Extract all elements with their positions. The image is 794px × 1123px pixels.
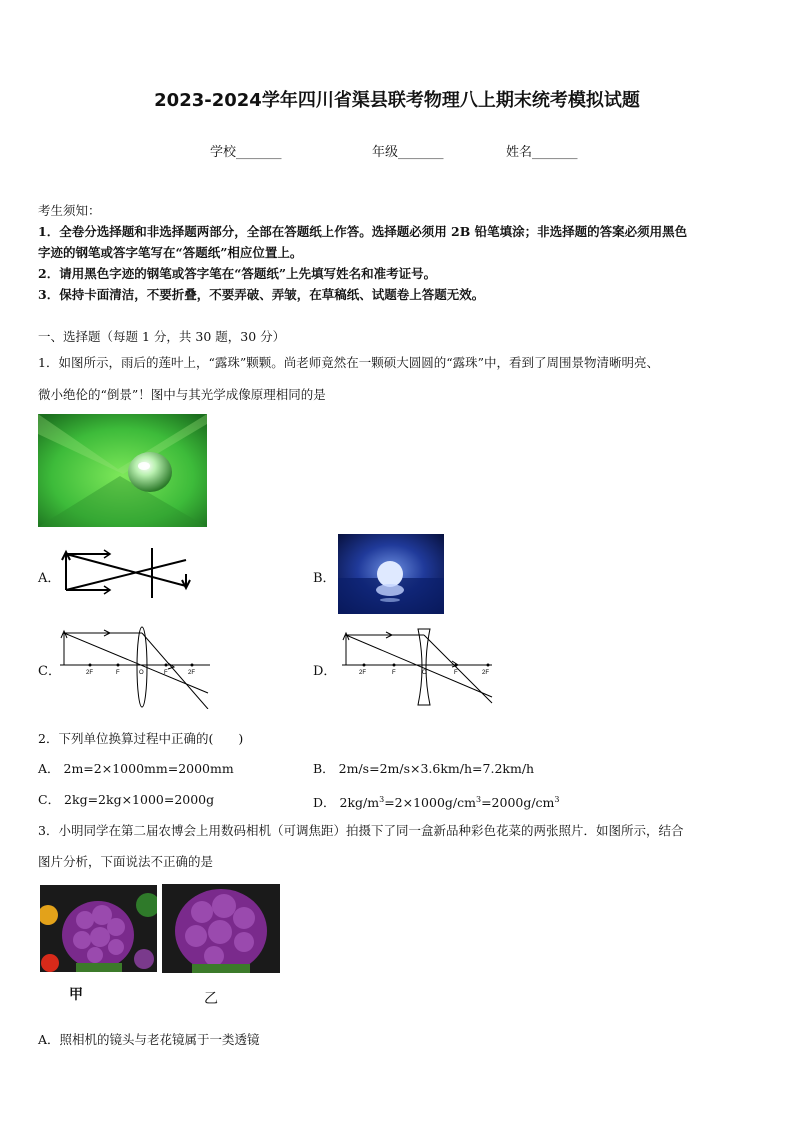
c-label-o: O: [139, 670, 144, 676]
q2-d-sup2: 3: [475, 795, 482, 804]
d-label-o: O: [422, 670, 427, 676]
q1-option-d-label[interactable]: D．: [313, 664, 337, 679]
q2-option-b[interactable]: B． 2m/s=2m/s×3.6km/h=7.2km/h: [313, 761, 535, 776]
notice-item-1: 1．全卷分选择题和非选择题两部分，全部在答题纸上作答。选择题必须用 2B 铅笔填涂；非选择题的答案必须用黑色: [38, 224, 688, 239]
section-heading: 一、选择题（每题 1 分，共 30 题，30 分）: [38, 329, 286, 344]
q1-option-c-label[interactable]: C．: [38, 664, 61, 679]
q2-option-c[interactable]: C． 2kg=2kg×1000=2000g: [38, 792, 215, 807]
notice-item-2: 2．请用黑色字迹的钢笔或答字笔在“答题纸”上先填写姓名和准考证号。: [38, 266, 437, 281]
name-field: 姓名_______: [506, 145, 578, 160]
grade-field: 年级_______: [372, 145, 444, 160]
q2-d-part3: =2000g/cm: [481, 795, 555, 811]
dewdrop-leaf-image: [38, 414, 207, 527]
q3-stem-line1: 3．小明同学在第二届农博会上用数码相机（可调焦距）拍摄下了同一盒新品种彩色花菜的两张照片．如图所示，结合: [38, 823, 684, 838]
caption-yi: 乙: [204, 991, 218, 1007]
school-field: 学校_______: [210, 145, 282, 160]
q1-option-a-diagram: [60, 546, 195, 602]
q2-option-d[interactable]: [313, 789, 560, 813]
q2-d-part2: =2×1000g/cm: [384, 795, 476, 811]
c-label-f-left: F: [116, 670, 120, 676]
q1-option-d-concave-lens-diagram: [342, 627, 494, 707]
q1-option-b-label[interactable]: B．: [313, 571, 336, 586]
notice-item-3: 3．保持卡面清洁，不要折叠，不要弄破、弄皱，在草稿纸、试题卷上答题无效。: [38, 287, 485, 302]
c-label-2f-left: 2F: [86, 670, 94, 676]
caption-jia: 甲: [69, 987, 83, 1003]
d-label-f-left: F: [392, 670, 396, 676]
q1-stem-line2: 微小绝伦的“倒景”！图中与其光学成像原理相同的是: [38, 387, 326, 402]
q1-option-c-convex-lens-diagram: [60, 625, 212, 709]
q2-d-part1: D． 2kg/m: [313, 795, 380, 811]
q1-option-a-label[interactable]: A．: [38, 571, 61, 586]
notice-heading: 考生须知：: [38, 203, 101, 218]
q3-stem-line2: 图片分析，下面说法不正确的是: [38, 854, 214, 869]
c-label-f-right: F: [164, 670, 168, 676]
d-label-2f-right: 2F: [482, 670, 490, 676]
q2-d-sup1: 3: [379, 795, 385, 804]
cauliflower-photo-jia: [40, 885, 157, 972]
d-label-f-right: F: [454, 670, 458, 676]
c-label-2f-right: 2F: [188, 670, 196, 676]
q2-stem: 2．下列单位换算过程中正确的( ): [38, 731, 244, 746]
q2-option-a[interactable]: A． 2m=2×1000mm=2000mm: [38, 761, 234, 776]
q2-d-sup3: 3: [554, 795, 560, 804]
q1-stem-line1: 1．如图所示，雨后的莲叶上，“露珠”颗颗。尚老师竟然在一颗硕大圆圆的“露珠”中，看到了周围景物清晰明亮、: [38, 355, 660, 370]
cauliflower-photo-yi: [162, 884, 280, 973]
q3-option-a[interactable]: A．照相机的镜头与老花镜属于一类透镜: [38, 1032, 260, 1047]
page-title: 2023-2024学年四川省渠县联考物理八上期末统考模拟试题: [154, 90, 640, 111]
moon-reflection-image: [338, 534, 444, 614]
d-label-2f-left: 2F: [359, 670, 367, 676]
notice-item-1-cont: 字迹的钢笔或答字笔写在“答题纸”相应位置上。: [38, 245, 303, 260]
